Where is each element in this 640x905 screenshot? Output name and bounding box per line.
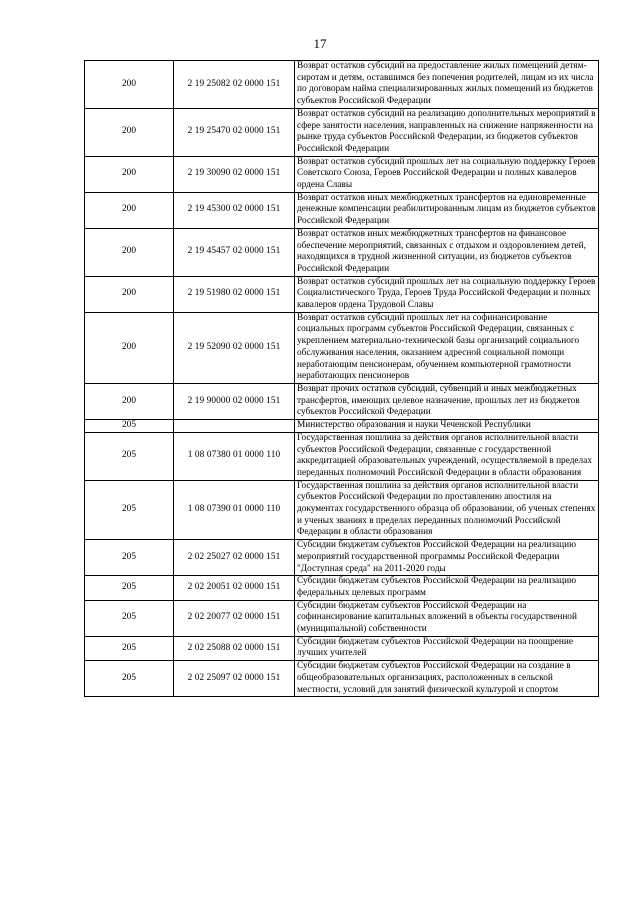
- page-number: 17: [313, 36, 327, 51]
- revenue-code-cell: 2 19 30090 02 0000 151: [174, 156, 295, 192]
- budget-classification-table: [84, 60, 599, 697]
- description-cell: Возврат остатков субсидий прошлых лет на социальную поддержку Героев Социалистического Труда, Героев Труда Российской Федерации и полных кавалеров ордена Трудовой Славы: [295, 276, 599, 312]
- revenue-code-cell: 2 19 45457 02 0000 151: [174, 228, 295, 276]
- description-cell: Субсидии бюджетам субъектов Российской Федерации на софинансирование капитальных вложений в объекты государственной (муниципальной) собственности: [295, 600, 599, 636]
- table-row: [85, 600, 599, 636]
- revenue-code-cell: 2 19 45300 02 0000 151: [174, 192, 295, 228]
- table-row: [85, 661, 599, 697]
- revenue-code-cell: 2 19 25470 02 0000 151: [174, 108, 295, 156]
- table-body: [85, 61, 599, 697]
- description-cell: Государственная пошлина за действия органов исполнительной власти субъектов Российской Федерации, связанные с государственной аккредитацией образовательных учреждений, осуществляемой в пределах переданных полномочий Российской Федерации в области образования: [295, 432, 599, 480]
- revenue-code-cell: 2 19 52090 02 0000 151: [174, 312, 295, 383]
- table-row: [85, 61, 599, 109]
- table-row: [85, 228, 599, 276]
- description-cell: Возврат остатков субсидий на предоставление жилых помещений детям-сиротам и детям, оставшимся без попечения родителей, лицам из их числа по договорам найма специализированных жилых помещений из бюджетов субъектов Российской Федерации: [295, 61, 599, 109]
- revenue-code-cell: 1 08 07380 01 0000 110: [174, 432, 295, 480]
- table-row: [85, 540, 599, 576]
- admin-code-cell: 205: [85, 636, 174, 660]
- admin-code-cell: 205: [85, 661, 174, 697]
- description-cell: Возврат остатков субсидий прошлых лет на социальную поддержку Героев Советского Союза, Героев Российской Федерации и полных кавалеров ордена Славы: [295, 156, 599, 192]
- table-row: [85, 108, 599, 156]
- admin-code-cell: 200: [85, 312, 174, 383]
- admin-code-cell: 205: [85, 420, 174, 433]
- revenue-code-cell: 2 02 25088 02 0000 151: [174, 636, 295, 660]
- table-row: [85, 432, 599, 480]
- description-cell: Возврат остатков иных межбюджетных трансфертов на финансовое обеспечение мероприятий, связанных с отдыхом и оздоровлением детей, находящихся в трудной жизненной ситуации, из бюджетов субъектов Российской Федерации: [295, 228, 599, 276]
- table-row: [85, 192, 599, 228]
- revenue-code-cell: 2 02 20077 02 0000 151: [174, 600, 295, 636]
- revenue-code-cell: 2 02 25027 02 0000 151: [174, 540, 295, 576]
- table-row: [85, 276, 599, 312]
- description-cell: Возврат остатков иных межбюджетных трансфертов на единовременные денежные компенсации реабилитированным лицам из бюджетов субъектов Российской Федерации: [295, 192, 599, 228]
- admin-code-cell: 200: [85, 192, 174, 228]
- admin-code-cell: 205: [85, 432, 174, 480]
- table-row: [85, 420, 599, 433]
- revenue-code-cell: 1 08 07390 01 0000 110: [174, 480, 295, 540]
- description-cell: Возврат остатков субсидий прошлых лет на софинансирование социальных программ субъектов Российской Федерации, связанных с укреплением материально-технической базы организаций социального обслуживания населения, оказанием адресной социальной помощи неработающим пенсионерам, обучением компьютерной грамотности неработающих пенсионеров: [295, 312, 599, 383]
- table-row: [85, 636, 599, 660]
- description-cell: Возврат остатков субсидий на реализацию дополнительных мероприятий в сфере занятости населения, направленных на снижение напряженности на рынке труда субъектов Российской Федерации, из бюджетов субъектов Российской Федерации: [295, 108, 599, 156]
- admin-code-cell: 205: [85, 540, 174, 576]
- table-row: [85, 312, 599, 383]
- description-cell: Субсидии бюджетам субъектов Российской Федерации на реализацию федеральных целевых программ: [295, 576, 599, 600]
- revenue-code-cell: 2 19 51980 02 0000 151: [174, 276, 295, 312]
- description-cell: Субсидии бюджетам субъектов Российской Федерации на реализацию мероприятий государственной программы Российской Федерации "Доступная среда" на 2011-2020 годы: [295, 540, 599, 576]
- admin-code-cell: 205: [85, 480, 174, 540]
- admin-code-cell: 205: [85, 600, 174, 636]
- admin-code-cell: 200: [85, 61, 174, 109]
- admin-code-cell: 200: [85, 383, 174, 419]
- description-cell: Субсидии бюджетам субъектов Российской Федерации на поощрение лучших учителей: [295, 636, 599, 660]
- revenue-code-cell: 2 19 25082 02 0000 151: [174, 61, 295, 109]
- revenue-code-cell: 2 02 20051 02 0000 151: [174, 576, 295, 600]
- description-cell: Государственная пошлина за действия органов исполнительной власти субъектов Российской Федерации по проставлению апостиля на документах государственного образца об образовании, об ученых степенях и ученых званиях в пределах переданных полномочий Российской Федерации в области образования: [295, 480, 599, 540]
- revenue-code-cell: 2 19 90000 02 0000 151: [174, 383, 295, 419]
- table-row: [85, 576, 599, 600]
- table-row: [85, 156, 599, 192]
- admin-code-cell: 200: [85, 228, 174, 276]
- revenue-code-cell: [174, 420, 295, 433]
- table-row: [85, 480, 599, 540]
- admin-code-cell: 200: [85, 276, 174, 312]
- admin-code-cell: 205: [85, 576, 174, 600]
- revenue-code-cell: 2 02 25097 02 0000 151: [174, 661, 295, 697]
- description-cell: Министерство образования и науки Чеченской Республики: [295, 420, 599, 433]
- admin-code-cell: 200: [85, 108, 174, 156]
- table-row: [85, 383, 599, 419]
- description-cell: Субсидии бюджетам субъектов Российской Федерации на создание в общеобразовательных организациях, расположенных в сельской местности, условий для занятий физической культурой и спортом: [295, 661, 599, 697]
- admin-code-cell: 200: [85, 156, 174, 192]
- description-cell: Возврат прочих остатков субсидий, субвенций и иных межбюджетных трансфертов, имеющих целевое назначение, прошлых лет из бюджетов субъектов Российской Федерации: [295, 383, 599, 419]
